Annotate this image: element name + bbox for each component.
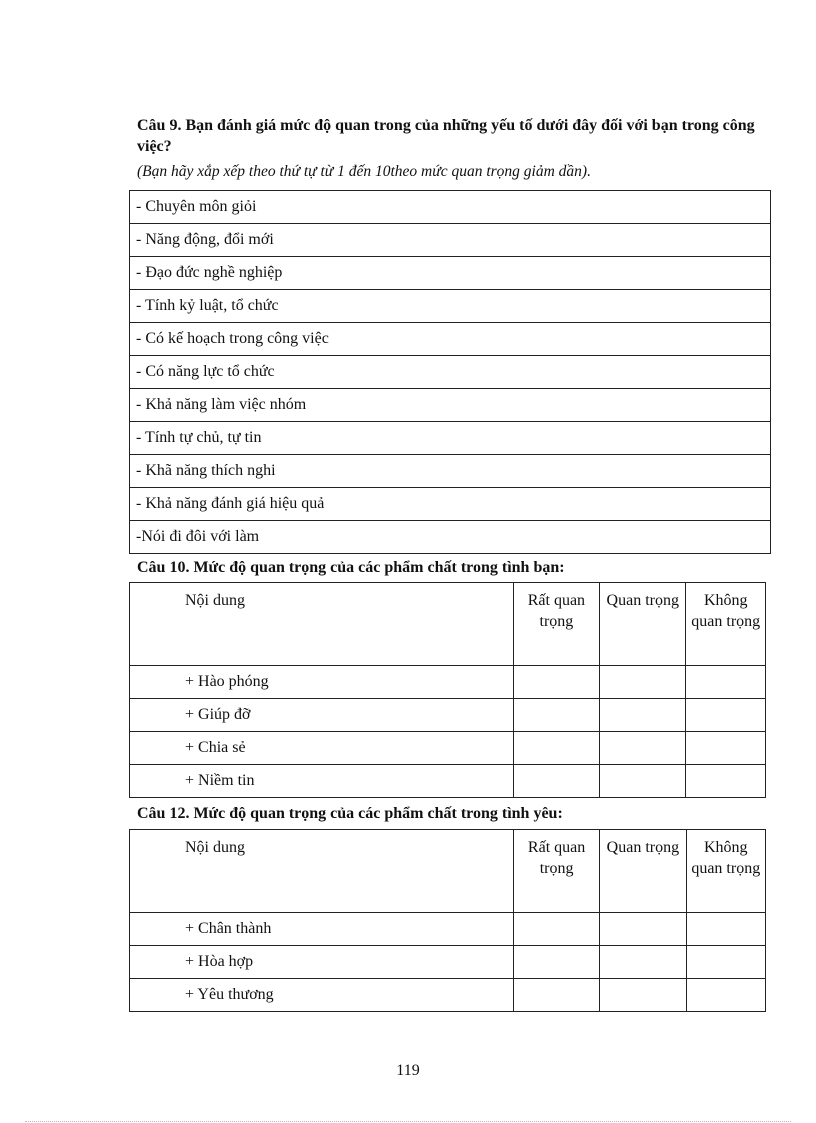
table-row <box>130 521 771 554</box>
row-label: + Chia sẻ <box>130 732 514 765</box>
table-row <box>130 946 766 979</box>
table-header-row <box>130 583 766 666</box>
table-row <box>130 765 766 798</box>
header-not-important: Không quan trọng <box>686 583 766 666</box>
table-row <box>130 224 771 257</box>
row-label: + Giúp đỡ <box>130 699 514 732</box>
rating-cell-not-important[interactable] <box>686 732 766 765</box>
q9-item[interactable]: - Có năng lực tổ chức <box>130 356 771 389</box>
rating-cell-important[interactable] <box>600 732 686 765</box>
table-row <box>130 257 771 290</box>
table-row <box>130 488 771 521</box>
rating-cell-not-important[interactable] <box>686 765 766 798</box>
rating-cell-not-important[interactable] <box>686 913 765 946</box>
header-content: Nội dung <box>130 583 514 666</box>
header-very-important: Rất quan trọng <box>513 830 599 913</box>
q9-item[interactable]: - Tính kỷ luật, tổ chức <box>130 290 771 323</box>
table-header-row <box>130 830 766 913</box>
header-important: Quan trọng <box>600 830 686 913</box>
header-not-important: Không quan trọng <box>686 830 765 913</box>
q9-ranking-table <box>129 190 771 554</box>
q9-instruction: (Bạn hãy xắp xếp theo thứ tự từ 1 đến 10theo mức quan trọng giảm dần). <box>137 163 591 180</box>
q9-item[interactable]: - Có kế hoạch trong công việc <box>130 323 771 356</box>
q10-rating-table <box>129 582 766 798</box>
table-row <box>130 979 766 1012</box>
table-row <box>130 323 771 356</box>
rating-cell-very-important[interactable] <box>513 699 599 732</box>
table-row <box>130 290 771 323</box>
q12-title: Câu 12. Mức độ quan trọng của các phẩm chất trong tình yêu: <box>137 805 563 822</box>
q9-title: Câu 9. Bạn đánh giá mức độ quan trong của những yếu tố dưới đây đối với bạn trong công việc? <box>137 117 755 155</box>
header-content: Nội dung <box>130 830 514 913</box>
rating-cell-important[interactable] <box>600 765 686 798</box>
q9-item[interactable]: - Năng động, đổi mới <box>130 224 771 257</box>
rating-cell-very-important[interactable] <box>513 666 599 699</box>
table-row <box>130 455 771 488</box>
q10-title: Câu 10. Mức độ quan trọng của các phẩm chất trong tình bạn: <box>137 559 565 576</box>
rating-cell-not-important[interactable] <box>686 699 766 732</box>
table-row <box>130 422 771 455</box>
table-row <box>130 699 766 732</box>
table-row <box>130 913 766 946</box>
page-bottom-divider <box>25 1121 791 1122</box>
row-label: + Niềm tin <box>130 765 514 798</box>
header-very-important: Rất quan trọng <box>513 583 599 666</box>
table-row <box>130 389 771 422</box>
q9-item[interactable]: -Nói đi đôi với làm <box>130 521 771 554</box>
rating-cell-important[interactable] <box>600 699 686 732</box>
row-label: + Hào phóng <box>130 666 514 699</box>
rating-cell-very-important[interactable] <box>513 765 599 798</box>
rating-cell-very-important[interactable] <box>513 946 599 979</box>
rating-cell-important[interactable] <box>600 913 686 946</box>
row-label: + Chân thành <box>130 913 514 946</box>
q9-item[interactable]: - Khả năng đánh giá hiệu quả <box>130 488 771 521</box>
rating-cell-very-important[interactable] <box>513 732 599 765</box>
q12-rating-table <box>129 829 766 1012</box>
q9-item[interactable]: - Khã năng thích nghi <box>130 455 771 488</box>
q9-item[interactable]: - Đạo đức nghề nghiệp <box>130 257 771 290</box>
rating-cell-not-important[interactable] <box>686 979 765 1012</box>
q9-item[interactable]: - Tính tự chủ, tự tin <box>130 422 771 455</box>
table-row <box>130 356 771 389</box>
rating-cell-important[interactable] <box>600 946 686 979</box>
table-row <box>130 732 766 765</box>
rating-cell-not-important[interactable] <box>686 666 766 699</box>
rating-cell-important[interactable] <box>600 979 686 1012</box>
header-important: Quan trọng <box>600 583 686 666</box>
q9-item[interactable]: - Chuyên môn giỏi <box>130 191 771 224</box>
rating-cell-not-important[interactable] <box>686 946 765 979</box>
rating-cell-very-important[interactable] <box>513 913 599 946</box>
rating-cell-very-important[interactable] <box>513 979 599 1012</box>
row-label: + Yêu thương <box>130 979 514 1012</box>
table-row <box>130 191 771 224</box>
row-label: + Hòa hợp <box>130 946 514 979</box>
page-number: 119 <box>396 1062 420 1079</box>
q9-item[interactable]: - Khả năng làm việc nhóm <box>130 389 771 422</box>
rating-cell-important[interactable] <box>600 666 686 699</box>
table-row <box>130 666 766 699</box>
